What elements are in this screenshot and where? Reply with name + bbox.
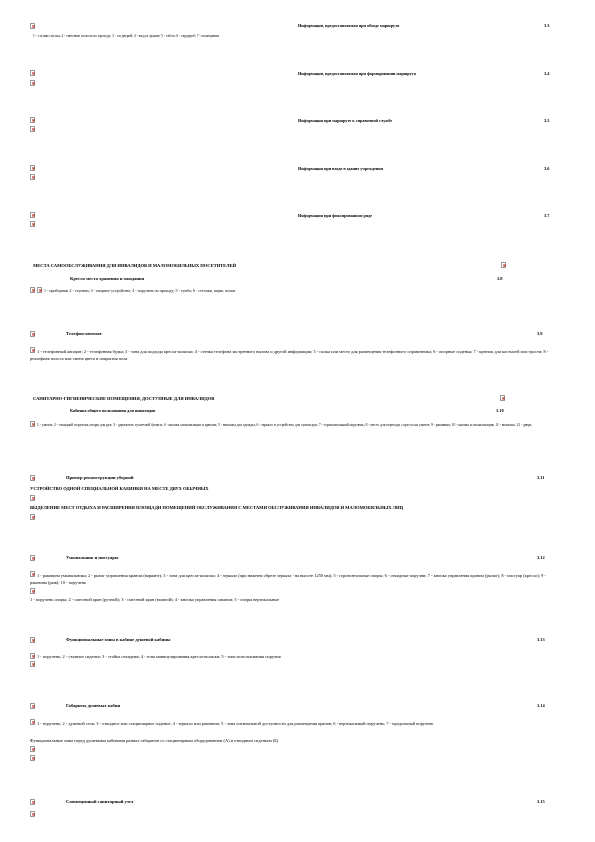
item-title: Пример реконструкции уборной (66, 475, 134, 480)
figure-placeholder-icon (30, 212, 35, 218)
entry-caption: Информация, предоставляемая при обходе маршрута (298, 23, 400, 28)
figure-placeholder-icon (30, 588, 35, 594)
item-text: 1 - телефонный аппарат; 2 - телефонная будка; 3 - зона для подхода кресла-коляски; 4 - стенка телефона экстренного вызова и другой информации; 5 - полка или место для размещения телефонного справочника; 6 - опорные сиденья; 7 - крючок для костылей или трости; 8 - рельефная полоса или смена цвета и покрытия пола (30, 349, 549, 361)
figure-placeholder-icon (30, 80, 35, 86)
figure-placeholder-icon (500, 395, 505, 401)
figure-placeholder-icon (30, 117, 35, 123)
entry-text: 1 - ступни спуска; 2 - световые полосы по проходу; 3 - оп дверей; 4 - вход в здание; 5 - табло; 6 - гардероб; 7 - помещения (33, 34, 219, 38)
item-text: 1 - поручень; 2 - съемное сиденье; 3 - стойка откидная; 4 - зона манипулирования кресла-коляски; 5 - зона использования поручня (37, 654, 281, 659)
entry-caption: Информация при маршруте к справочной службе (298, 118, 393, 123)
figure-placeholder-icon (30, 755, 35, 761)
item-title: Кресло места хранения и ожидания (70, 276, 145, 281)
item-number: 3.15 (537, 799, 545, 804)
figure-placeholder-icon (30, 514, 35, 520)
item-text: 1 - приборная; 2 - ступени; 3 - опорное устройство; 4 - поручень по проходу; 5 - тумба; 6 - стеллаж, ящик, полки (44, 288, 236, 293)
item-number: 3.8 (497, 276, 503, 281)
entry-number: 3.4 (544, 71, 550, 76)
figure-placeholder-icon (30, 637, 35, 643)
item-number: 3.9 (537, 331, 543, 336)
entry-number: 3.6 (544, 166, 550, 171)
figure-placeholder-icon (30, 287, 35, 293)
item-title: Умывальник и писсуары (66, 555, 119, 560)
figure-placeholder-icon (30, 811, 35, 817)
entry-caption: Информация при входе в здание учреждения (298, 166, 383, 171)
figure-placeholder-icon (30, 746, 35, 752)
item-title: Телефон-автомат (66, 331, 102, 336)
figure-placeholder-icon (30, 23, 35, 29)
item-number: 3.12 (537, 555, 545, 560)
entry-number: 3.5 (544, 118, 550, 123)
figure-placeholder-icon (30, 703, 35, 709)
figure-placeholder-icon (30, 661, 35, 667)
figure-placeholder-icon (30, 221, 35, 227)
figure-placeholder-icon (30, 70, 35, 76)
item-text: 1 - унитаз; 2 - откидной поручень опоры для рук; 3 - держатель туалетной бумаги; 4 - кнопка сигнализации и крючок; 5 - вешалка для одежды; 6 - зеркало и устройство для сушки рук; 7 - горизонтальный поручень; 8 - место для перехода с кресла на унитаз; 9 - раковина; 10 - кнопка и сигнализация; 11 - вешалка; 12 - дверь (37, 423, 532, 427)
section-heading: САНИТАРНО-ГИГИЕНИЧЕСКИЕ ПОМЕЩЕНИЯ, ДОСТУПНЫЕ ДЛЯ ИНВАЛИДОВ (33, 396, 215, 401)
figure-placeholder-icon (30, 475, 35, 481)
item-title: Кабинка общего пользования для инвалидов (70, 408, 156, 413)
figure-placeholder-icon (30, 331, 35, 337)
item-subheading: УСТРОЙСТВО ОДНОЙ СПЕЦИАЛЬНОЙ КАБИНКИ НА МЕСТЕ ДВУХ ОБЫЧНЫХ (30, 486, 209, 491)
item-text: 1 - поручень опоры; 2 - смесевой кран (ручной); 3 - смесевой кран (ножной); 4 - кнопка управления смывом; 5 - опоры вертикальные (30, 597, 280, 602)
figure-placeholder-icon (30, 555, 35, 561)
figure-placeholder-icon (37, 287, 42, 293)
item-number: 3.11 (537, 475, 545, 480)
figure-placeholder-icon (501, 262, 506, 268)
item-text: 1 - поручень; 2 - душевой сток; 3 - откидное или стационарное сиденье; 4 - зеркало или раковина; 5 - зона оптимальной доступности для размещения кранов; 6 - вертикальный поручень; 7 - продольный поручень (37, 721, 434, 726)
figure-placeholder-icon (30, 126, 35, 132)
figure-placeholder-icon (30, 174, 35, 180)
figure-placeholder-icon (30, 165, 35, 171)
item-title: Совмещенный санитарный узел (66, 799, 134, 804)
entry-caption: Информация при фиксированном ряде (298, 213, 373, 218)
item-number: 3.14 (537, 703, 545, 708)
figure-placeholder-icon (30, 495, 35, 501)
entry-number: 3.3 (544, 23, 550, 28)
entry-caption: Информация, предоставляемая при формировании маршрута (298, 71, 416, 76)
item-text: 1 - раковина умывальника; 2 - рычаг управления краном (вариант); 3 - зона для кресла-коляски; 4 - зеркало (при нижнем обрезе зеркала - на высоте 1250 мм); 5 - горизонтальные опоры; 6 - откидные поручни; 7 - кнопка управления краном (рычаг); 8 - писсуар (кресло); 9 - раковина (рыв); 10 - поручень (30, 573, 546, 585)
item-title: Функциональные зоны в кабине душевой кабины (66, 637, 171, 642)
figure-placeholder-icon (30, 653, 35, 659)
item-text: Функциональные зоны перед душевыми кабинами разных габаритов со стационарным оборудованием (А) и откидным сиденьем (Б) (30, 738, 279, 743)
item-title: Габариты душевых кабин (66, 703, 121, 708)
figure-placeholder-icon (30, 799, 35, 805)
item-number: 3.13 (537, 637, 545, 642)
entry-number: 3.7 (544, 213, 550, 218)
item-subheading: ВЫДЕЛЕНИЕ МЕСТ ОТДЫХА И РАСШИРЕНИЯ ПЛОЩАДИ ПОМЕЩЕНИЙ ОБСЛУЖИВАНИЯ С МЕСТАМИ ОБСЛУЖИВАНИЯ ИНВАЛИДОВ И МАЛОМОБИЛЬНЫХ ЛИЦ (30, 505, 404, 510)
item-number: 3.10 (496, 408, 504, 413)
section-heading: МЕСТА САМООБСЛУЖИВАНИЯ ДЛЯ ИНВАЛИДОВ И МАЛОМОБИЛЬНЫХ ПОСЕТИТЕЛЕЙ (33, 263, 237, 268)
